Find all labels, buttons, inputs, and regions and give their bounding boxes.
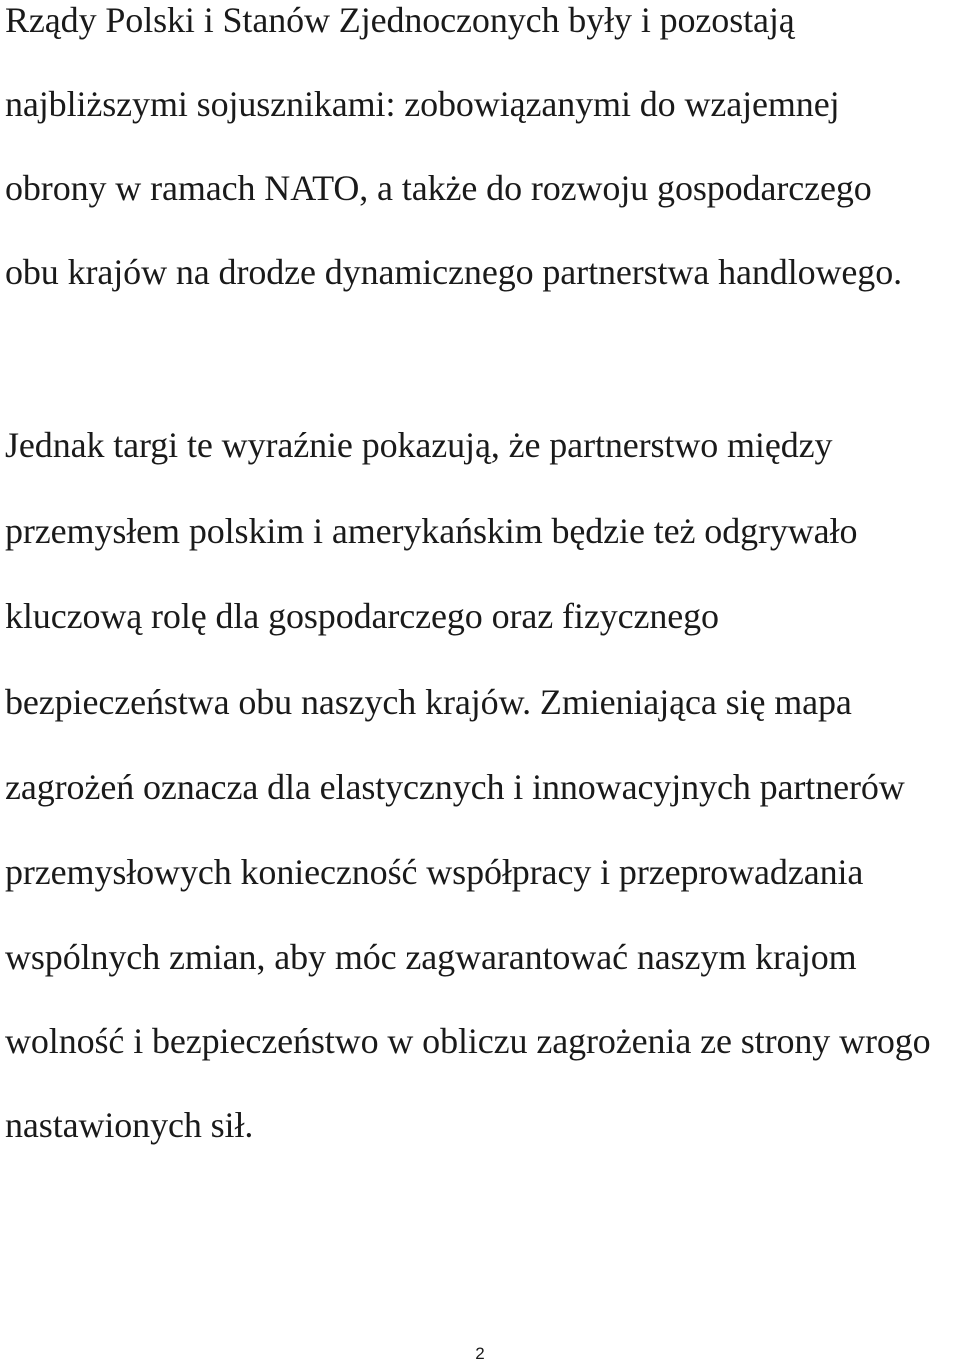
text-line: Rządy Polski i Stanów Zjednoczonych były i pozostają xyxy=(5,0,795,40)
text-line: wspólnych zmian, aby móc zagwarantować naszym krajom xyxy=(5,937,857,977)
text-line: wolność i bezpieczeństwo w obliczu zagrożenia ze strony wrogo xyxy=(5,1021,931,1061)
text-line: obu krajów na drodze dynamicznego partnerstwa handlowego. xyxy=(5,252,902,292)
text-line: Jednak targi te wyraźnie pokazują, że partnerstwo między xyxy=(5,425,833,465)
page-number: 2 xyxy=(475,1344,485,1363)
text-line: obrony w ramach NATO, a także do rozwoju gospodarczego xyxy=(5,168,872,208)
text-line: najbliższymi sojusznikami: zobowiązanymi do wzajemnej xyxy=(5,84,840,124)
text-line: bezpieczeństwa obu naszych krajów. Zmieniająca się mapa xyxy=(5,682,852,722)
text-line: przemysłem polskim i amerykańskim będzie też odgrywało xyxy=(5,511,858,551)
text-line: zagrożeń oznacza dla elastycznych i innowacyjnych partnerów xyxy=(5,767,905,807)
text-line: nastawionych sił. xyxy=(5,1105,254,1145)
text-line: przemysłowych konieczność współpracy i przeprowadzania xyxy=(5,852,864,892)
text-line: kluczową rolę dla gospodarczego oraz fizycznego xyxy=(5,596,719,636)
